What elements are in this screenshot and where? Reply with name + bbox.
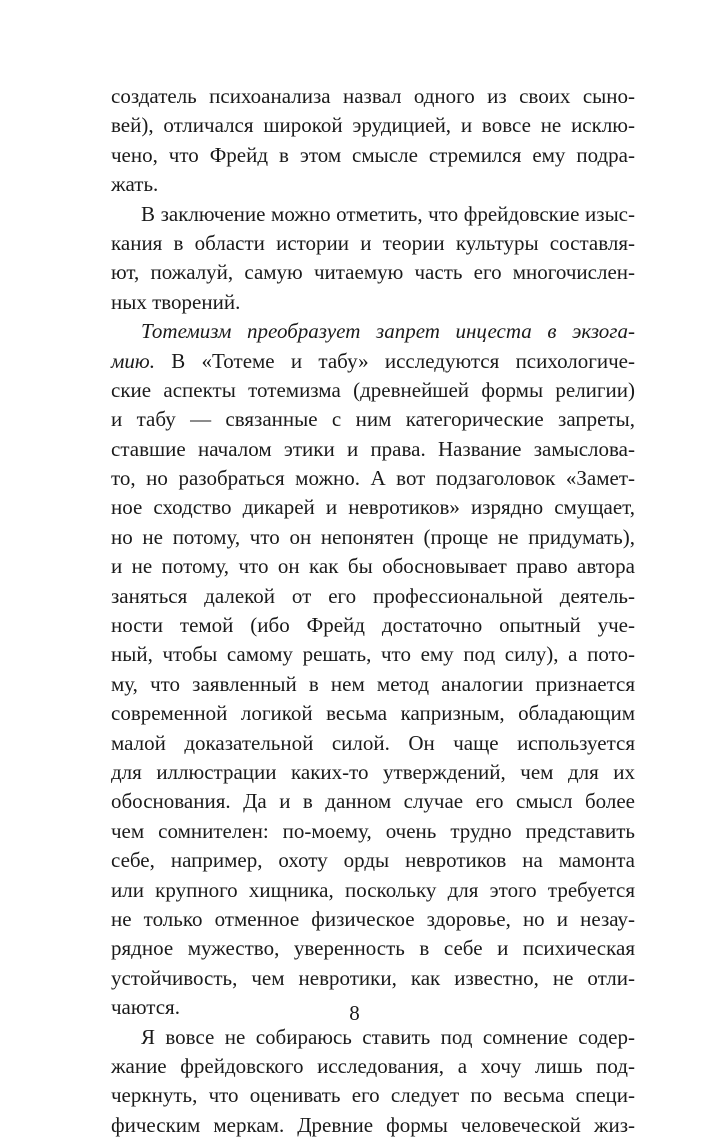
text-line: рядное мужество, уверенность в себе и психическая — [111, 936, 635, 961]
text-line: заняться далекой от его профессиональной деятель- — [111, 583, 635, 608]
text-line: В заключение можно отметить, что фрейдовские изыс- — [141, 201, 635, 226]
italic-heading-line: Тотемизм преобразует запрет инцеста в экзога- — [141, 319, 635, 344]
italic-heading-end: мию. — [111, 348, 155, 373]
text-line: или крупного хищника, поскольку для этого требуется — [111, 877, 635, 902]
text-line: чем сомнителен: по-моему, очень трудно представить — [111, 818, 635, 843]
page-number: 8 — [349, 1001, 360, 1025]
text-line: создатель психоанализа назвал одного из своих сыно- — [111, 84, 635, 108]
text-fragment: В «Тотеме и табу» исследуются психологиче- — [154, 348, 635, 373]
text-line: ские аспекты тотемизма (древнейшей формы религии) — [111, 377, 635, 402]
text-line: ный, чтобы самому решать, что ему под силу), а пото- — [111, 642, 635, 667]
text-line: современной логикой весьма капризным, обладающим — [111, 701, 635, 726]
text-line: ных творений. — [111, 289, 241, 314]
text-line: черкнуть, что оценивать его следует по весьма специ- — [111, 1083, 635, 1108]
text-line: не только отменное физическое здоровье, но и незау- — [111, 906, 635, 931]
text-line: чаются. — [111, 995, 180, 1020]
text-line: и табу — связанные с ним категорические запреты, — [111, 407, 635, 432]
text-line: устойчивость, чем невротики, как известно, не отли- — [111, 965, 635, 990]
text-line: обоснования. Да и в данном случае его смысл более — [111, 789, 635, 814]
text-line: ное сходство дикарей и невротиков» изрядно смущает, — [111, 495, 635, 520]
body-text — [111, 82, 635, 1140]
text-line: ют, пожалуй, самую читаемую часть его многочислен- — [111, 260, 635, 285]
text-line: вей), отличался широкой эрудицией, и вовсе не исклю- — [111, 113, 635, 138]
text-line: для иллюстрации каких-то утверждений, чем для их — [111, 759, 635, 784]
text-line: жание фрейдовского исследования, а хочу лишь под- — [111, 1053, 635, 1078]
text-line: Я вовсе не собираюсь ставить под сомнение содер- — [141, 1024, 635, 1049]
text-line: малой доказательной силой. Он чаще используется — [111, 730, 635, 755]
text-line: му, что заявленный в нем метод аналогии признается — [111, 671, 635, 696]
text-line: но не потому, что он непонятен (проще не придумать), — [111, 524, 635, 549]
text-line: кания в области истории и теории культуры составля- — [111, 230, 635, 255]
text-line: то, но разобраться можно. А вот подзаголовок «Замет- — [111, 466, 635, 491]
text-line: чено, что Фрейд в этом смысле стремился ему подра- — [111, 142, 635, 167]
text-line — [111, 347, 635, 376]
text-line: и не потому, что он как бы обосновывает право автора — [111, 554, 635, 579]
text-line: ности темой (ибо Фрейд достаточно опытный уче- — [111, 613, 635, 638]
text-line: фическим меркам. Древние формы человеческой жиз- — [111, 1112, 635, 1137]
text-line: ставшие началом этики и права. Название замыслова- — [111, 436, 635, 461]
text-line: себе, например, охоту орды невротиков на мамонта — [111, 848, 635, 873]
text-line: жать. — [111, 172, 159, 197]
